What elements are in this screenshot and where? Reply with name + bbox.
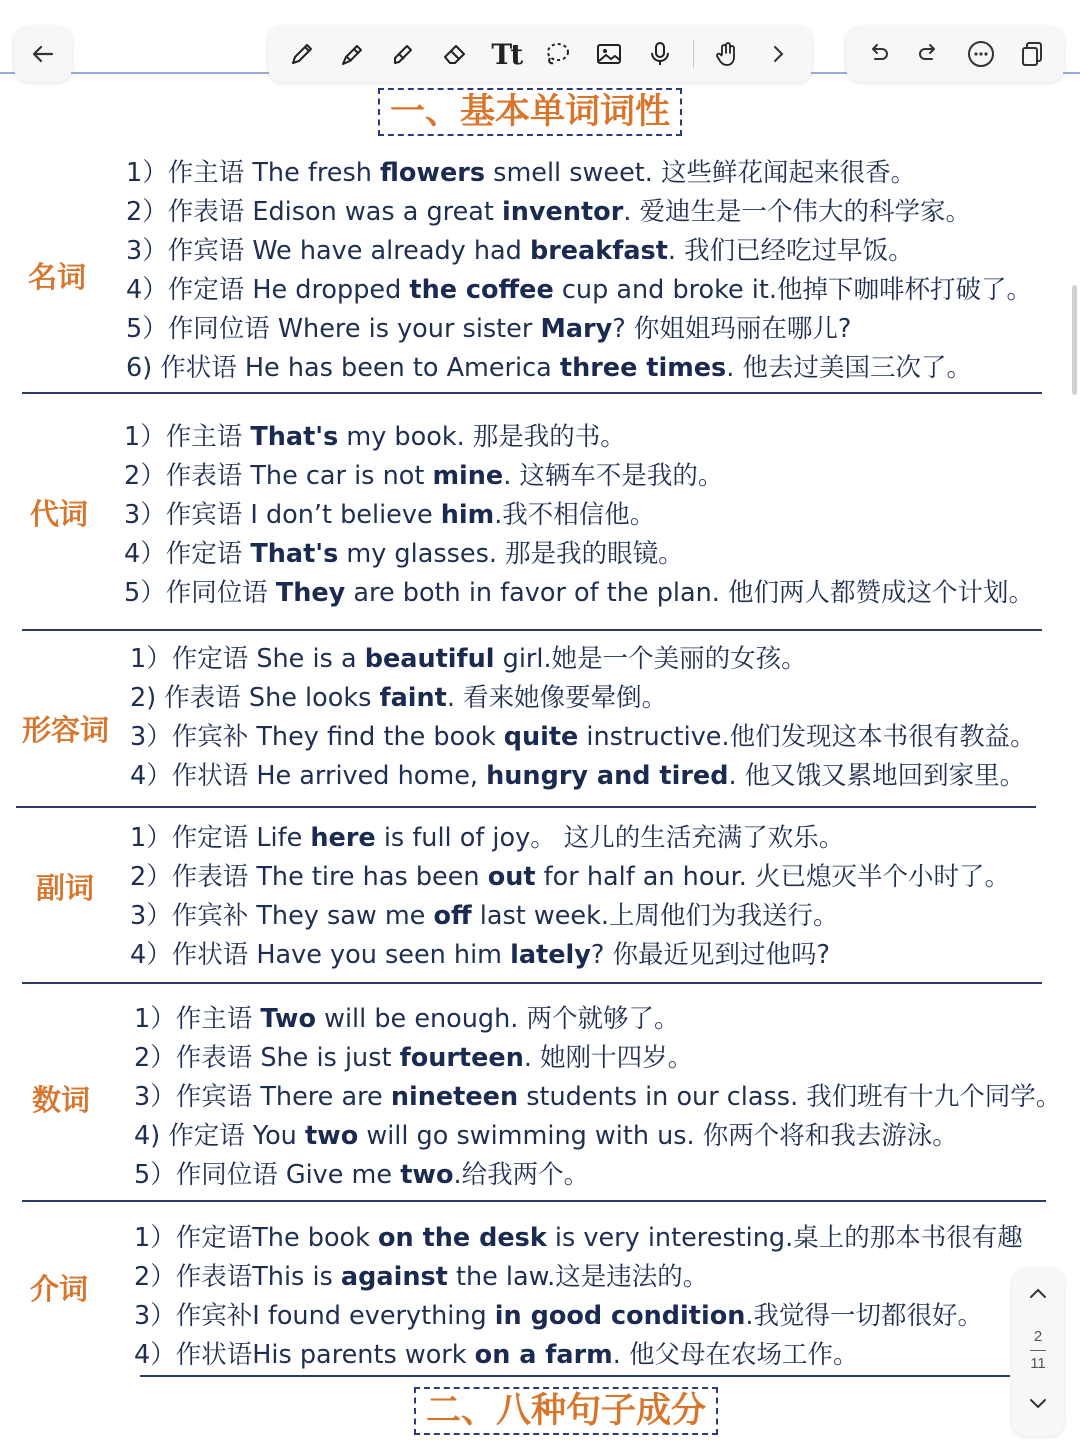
highlighted-word: on the desk — [378, 1223, 547, 1253]
back-button[interactable] — [14, 26, 72, 82]
example-sentence — [130, 718, 1036, 757]
sentence-text: is very interesting.桌上的那本书很有趣 — [546, 1223, 1023, 1253]
sentence-text: . 她刚十四岁。 — [523, 1043, 694, 1073]
sentence-text: girl.她是一个美丽的女孩。 — [494, 644, 807, 674]
pages-icon[interactable] — [1014, 36, 1050, 72]
example-sentence — [124, 574, 1034, 613]
sentence-text: .我觉得一切都很好。 — [745, 1301, 983, 1331]
highlighted-word: faint — [379, 683, 447, 713]
example-sentence — [124, 496, 655, 535]
page-divider — [1030, 1350, 1046, 1351]
sentence-text: will go swimming with us. 你两个将和我去游泳。 — [358, 1121, 958, 1151]
example-sentence — [124, 457, 723, 496]
sentence-text: . 他又饿又累地回到家里。 — [728, 761, 1026, 791]
highlighted-word: three times — [559, 353, 727, 383]
highlighted-word: Two — [260, 1004, 317, 1034]
sentence-text: . 他父母在农场工作。 — [612, 1340, 859, 1370]
highlighted-word: the coffee — [409, 275, 554, 305]
category-label: 数词 — [32, 1083, 91, 1117]
sentence-text: 3）作宾补 They find the book — [130, 722, 504, 752]
action-bar — [846, 26, 1064, 82]
example-sentence — [130, 640, 807, 679]
sentence-text: 6) 作状语 He has been to America — [126, 353, 560, 383]
example-sentence — [130, 819, 844, 858]
sentence-text: 5）作同位语 Give me — [134, 1160, 401, 1190]
sentence-text: 3）作宾补 They saw me — [130, 901, 434, 931]
sentence-text: are both in favor of the plan. 他们两人都赞成这个计划。 — [345, 578, 1034, 608]
example-sentence — [126, 232, 914, 271]
example-sentence — [126, 310, 851, 349]
arrow-left-icon — [25, 36, 61, 72]
sentence-text: 3）作宾语 I don’t believe — [124, 500, 441, 530]
example-sentence — [134, 1297, 983, 1336]
sentence-text: 4）作状语 Have you seen him — [130, 940, 511, 970]
page-navigator — [1012, 1268, 1064, 1436]
example-sentence — [124, 418, 626, 457]
sentence-text: 5）作同位语 — [124, 578, 276, 608]
section-divider — [22, 629, 1042, 631]
sentence-text: 3）作宾补I found everything — [134, 1301, 495, 1331]
section-divider — [22, 392, 1042, 394]
sentence-text: my book. 那是我的书。 — [338, 422, 626, 452]
sentence-text: 1）作定语 Life — [130, 823, 311, 853]
pencil-icon[interactable] — [284, 36, 320, 72]
text-tool-icon[interactable]: Tt — [491, 37, 522, 71]
tool-bar — [268, 26, 812, 82]
highlighted-word: against — [340, 1262, 448, 1292]
toolbar-divider — [693, 40, 694, 68]
sentence-text: 1）作主语 The fresh — [126, 158, 381, 188]
sentence-text: my glasses. 那是我的眼镜。 — [338, 539, 684, 569]
highlighted-word: mine — [432, 461, 504, 491]
sentence-text: . 我们已经吃过早饭。 — [667, 236, 914, 266]
highlighted-word: That's — [250, 422, 339, 452]
sentence-text: . 这辆车不是我的。 — [503, 461, 724, 491]
sentence-text: 1）作定语The book — [134, 1223, 379, 1253]
example-sentence — [130, 858, 1010, 897]
example-sentence — [130, 936, 830, 975]
highlighted-word: Mary — [540, 314, 613, 344]
example-sentence — [130, 757, 1025, 796]
example-sentence — [130, 897, 838, 936]
sentence-text: 2）作表语 The car is not — [124, 461, 433, 491]
sentence-text: smell sweet. 这些鲜花闻起来很香。 — [485, 158, 916, 188]
example-sentence — [134, 1258, 708, 1297]
chevron-down-icon[interactable] — [1020, 1385, 1056, 1421]
sentence-text: .给我两个。 — [453, 1160, 590, 1190]
section-divider — [22, 1200, 1046, 1202]
image-icon[interactable] — [591, 36, 627, 72]
highlighted-word: off — [433, 901, 472, 931]
section-heading-2: 二、八种句子成分 — [414, 1387, 718, 1435]
example-sentence — [134, 1039, 693, 1078]
sentence-text: 2）作表语This is — [134, 1262, 341, 1292]
sentence-text: .我不相信他。 — [494, 500, 656, 530]
sentence-text: 1）作主语 — [134, 1004, 261, 1034]
sentence-text: the law.这是违法的。 — [447, 1262, 709, 1292]
highlighted-word: two — [400, 1160, 454, 1190]
highlighted-word: two — [304, 1121, 359, 1151]
hand-icon[interactable] — [709, 36, 745, 72]
category-label: 形容词 — [22, 713, 110, 747]
sentence-text: . 看来她像要晕倒。 — [446, 683, 668, 713]
more-icon[interactable] — [963, 36, 999, 72]
example-sentence — [134, 1078, 1061, 1117]
category-label: 名词 — [28, 260, 87, 294]
example-sentence — [126, 349, 972, 388]
example-sentence — [126, 271, 1032, 310]
highlighted-word: on a farm — [474, 1340, 613, 1370]
highlighted-word: breakfast — [529, 236, 668, 266]
sentence-text: 1）作主语 — [124, 422, 251, 452]
highlighted-word: quite — [503, 722, 579, 752]
example-sentence — [130, 679, 667, 718]
example-sentence — [124, 535, 684, 574]
undo-icon[interactable] — [860, 36, 896, 72]
lasso-icon[interactable] — [539, 36, 575, 72]
sentence-text: ? 你姐姐玛丽在哪儿? — [612, 314, 852, 344]
sentence-text: 4）作状语 He arrived home, — [130, 761, 487, 791]
category-label: 介词 — [30, 1272, 89, 1306]
category-label: 代词 — [30, 497, 89, 531]
total-pages: 11 — [1030, 1355, 1046, 1372]
eraser-icon[interactable] — [437, 36, 473, 72]
highlighter-icon[interactable] — [386, 36, 422, 72]
sentence-text: last week.上周他们为我送行。 — [471, 901, 839, 931]
sentence-text: students in our class. 我们班有十九个同学。 — [518, 1082, 1062, 1112]
sentence-text: is full of joy。 这儿的生活充满了欢乐。 — [375, 823, 845, 853]
example-sentence — [126, 193, 971, 232]
microphone-icon[interactable] — [642, 36, 678, 72]
highlighted-word: They — [275, 578, 346, 608]
highlighted-word: hungry and tired — [486, 761, 729, 791]
example-sentence — [126, 154, 916, 193]
highlighted-word: here — [310, 823, 376, 853]
scrollbar[interactable] — [1072, 285, 1077, 395]
example-sentence — [134, 1117, 958, 1156]
chevron-right-icon[interactable] — [760, 36, 796, 72]
sentence-text: instructive.他们发现这本书很有教益。 — [578, 722, 1036, 752]
sentence-text: 2）作表语 The tire has been — [130, 862, 488, 892]
pen-icon[interactable] — [335, 36, 371, 72]
sentence-text: 5）作同位语 Where is your sister — [126, 314, 541, 344]
sentence-text: 4）作状语His parents work — [134, 1340, 475, 1370]
chevron-up-icon[interactable] — [1020, 1276, 1056, 1312]
section-heading-1: 一、基本单词词性 — [378, 88, 682, 136]
category-label: 副词 — [36, 871, 95, 905]
highlighted-word: inventor — [502, 197, 624, 227]
sentence-text: 3）作宾语 We have already had — [126, 236, 530, 266]
sentence-text: 4）作定语 He dropped — [126, 275, 410, 305]
sentence-text: will be enough. 两个就够了。 — [316, 1004, 680, 1034]
highlighted-word: beautiful — [364, 644, 495, 674]
highlighted-word: nineteen — [390, 1082, 519, 1112]
section-divider — [16, 806, 1036, 808]
highlighted-word: him — [440, 500, 495, 530]
redo-icon[interactable] — [911, 36, 947, 72]
sentence-text: 4) 作定语 You — [134, 1121, 305, 1151]
highlighted-word: lately — [510, 940, 591, 970]
example-sentence — [134, 1156, 589, 1195]
sentence-text: ? 你最近见到过他吗? — [590, 940, 831, 970]
sentence-text: . 爱迪生是一个伟大的科学家。 — [623, 197, 971, 227]
highlighted-word: flowers — [380, 158, 486, 188]
example-sentence — [134, 1000, 680, 1039]
highlighted-word: That's — [250, 539, 339, 569]
sentence-text: cup and broke it.他掉下咖啡杯打破了。 — [553, 275, 1032, 305]
sentence-text: 2) 作表语 She looks — [130, 683, 380, 713]
example-sentence — [134, 1219, 1023, 1258]
sentence-text: . 他去过美国三次了。 — [726, 353, 972, 383]
sentence-text: 2）作表语 She is just — [134, 1043, 400, 1073]
sentence-text: 2）作表语 Edison was a great — [126, 197, 503, 227]
sentence-text: 4）作定语 — [124, 539, 251, 569]
example-sentence — [134, 1336, 858, 1375]
sentence-text: for half an hour. 火已熄灭半个小时了。 — [535, 862, 1010, 892]
section-divider — [22, 982, 1042, 984]
sentence-text: 1）作定语 She is a — [130, 644, 365, 674]
current-page: 2 — [1033, 1328, 1043, 1345]
section-divider — [140, 1375, 1010, 1377]
highlighted-word: in good condition — [494, 1301, 746, 1331]
sentence-text: 3）作宾语 There are — [134, 1082, 391, 1112]
highlighted-word: fourteen — [399, 1043, 524, 1073]
highlighted-word: out — [487, 862, 536, 892]
